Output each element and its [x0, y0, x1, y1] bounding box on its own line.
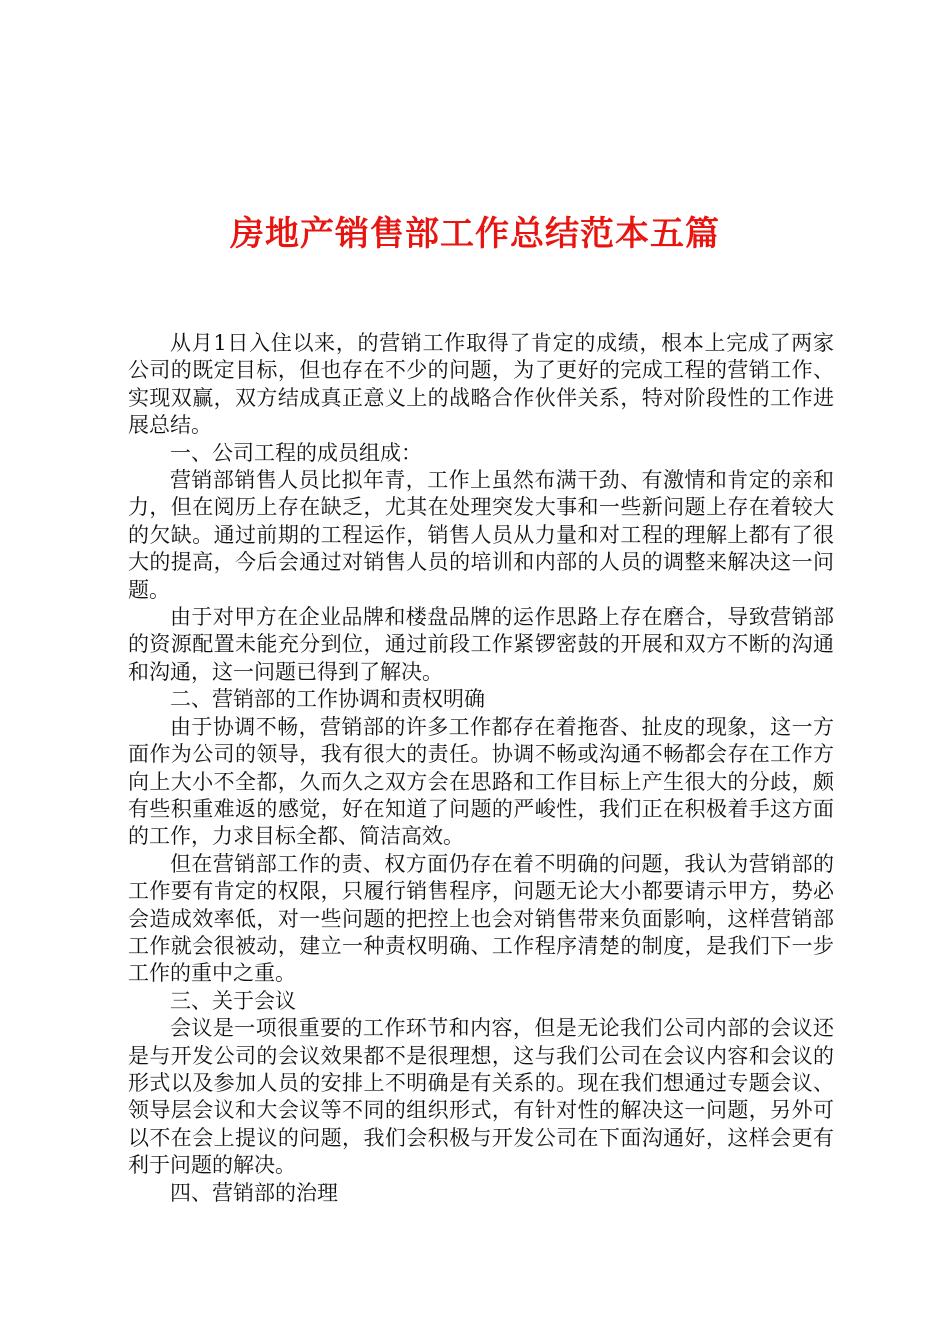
document-body	[128, 330, 834, 1207]
paragraph: 由于协调不畅，营销部的许多工作都存在着拖沓、扯皮的现象，这一方面作为公司的领导，我有很大的责任。协调不畅或沟通不畅都会存在工作方向上大小不全都，久而久之双方会在思路和工作目标上产生很大的分歧，颇有些积重难返的感觉，好在知道了问题的严峻性，我们正在积极着手这方面的工作，力求目标全都、简洁高效。	[128, 714, 834, 849]
section-heading-4: 四、营销部的治理	[170, 1180, 338, 1205]
paragraph-intro: 从月1日入住以来，的营销工作取得了肯定的成绩，根本上完成了两家公司的既定目标，但也存在不少的问题，为了更好的完成工程的营销工作、实现双赢，双方结成真正意义上的战略合作伙伴关系，特对阶段性的工作进展总结。	[128, 331, 834, 438]
paragraph: 但在营销部工作的责、权方面仍存在着不明确的问题，我认为营销部的工作要有肯定的权限，只履行销售程序，问题无论大小都要请示甲方，势必会造成效率低，对一些问题的把控上也会对销售带来负面影响，这样营销部工作就会很被动，建立一种责权明确、工作程序清楚的制度，是我们下一步工作的重中之重。	[128, 851, 834, 986]
section-heading-3: 三、关于会议	[170, 988, 296, 1013]
section-heading-2: 二、营销部的工作协调和责权明确	[170, 687, 485, 712]
paragraph: 营销部销售人员比拟年青，工作上虽然布满干劲、有激情和肯定的亲和力，但在阅历上存在缺乏，尤其在处理突发大事和一些新问题上存在着较大的欠缺。通过前期的工程运作，销售人员从力量和对工程的理解上都有了很大的提高，今后会通过对销售人员的培训和内部的人员的调整来解决这一问题。	[128, 468, 834, 602]
section-heading-1: 一、公司工程的成员组成：	[170, 440, 422, 465]
document-title: 房地产销售部工作总结范本五篇	[230, 214, 720, 254]
paragraph: 会议是一项很重要的工作环节和内容，但是无论我们公司内部的会议还是与开发公司的会议效果都不是很理想，这与我们公司在会议内容和会议的形式以及参加人员的安排上不明确是有关系的。现在我们想通过专题会议、领导层会议和大会议等不同的组织形式，有针对性的解决这一问题，另外可以不在会上提议的问题，我们会积极与开发公司在下面沟通好，这样会更有利于问题的解决。	[128, 1016, 834, 1178]
paragraph: 由于对甲方在企业品牌和楼盘品牌的运作思路上存在磨合，导致营销部的资源配置未能充分到位，通过前段工作紧锣密鼓的开展和双方不断的沟通和沟通，这一问题已得到了解决。	[128, 605, 834, 684]
